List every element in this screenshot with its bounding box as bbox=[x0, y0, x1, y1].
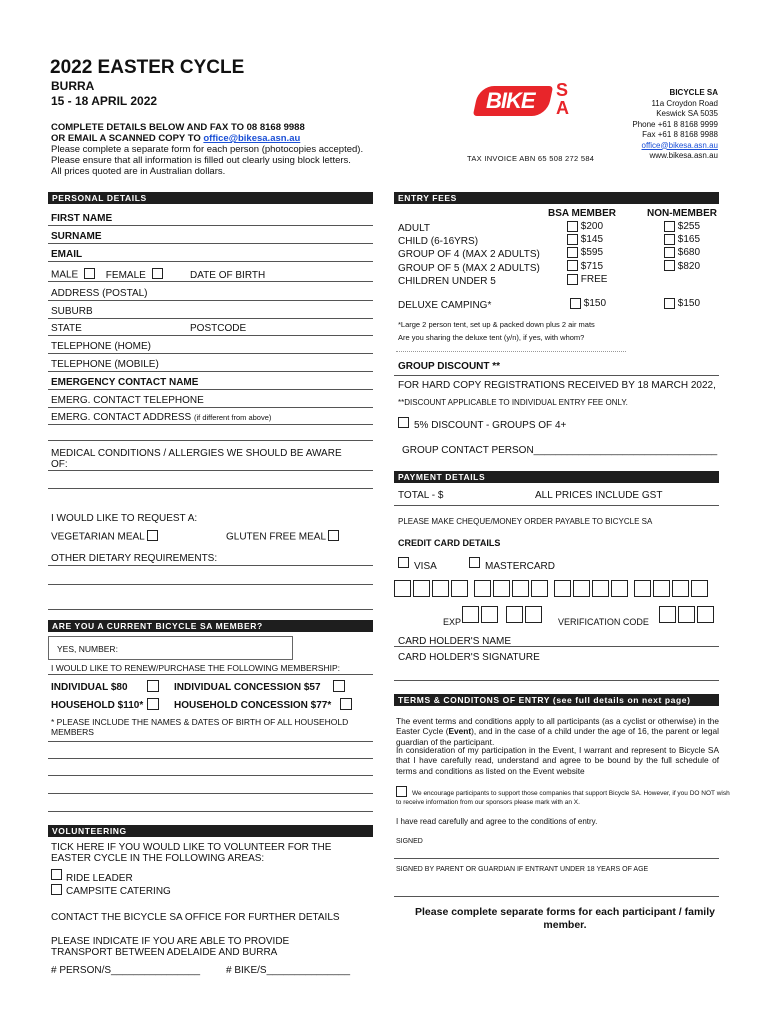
exp-digit-box[interactable] bbox=[525, 606, 542, 623]
address-label: ADDRESS (POSTAL) bbox=[51, 288, 148, 299]
dob-label: DATE OF BIRTH bbox=[190, 270, 266, 281]
credit-card-heading: CREDIT CARD DETAILS bbox=[398, 538, 501, 548]
transport-1: PLEASE INDICATE IF YOU ARE ABLE TO PROVIDE bbox=[51, 936, 290, 947]
card-digit-box[interactable] bbox=[474, 580, 491, 597]
org-fax: Fax +61 8 8168 9988 bbox=[642, 130, 718, 139]
holder-signature-label: CARD HOLDER'S SIGNATURE bbox=[398, 652, 540, 663]
instruction-email: OR EMAIL A SCANNED COPY TO office@bikesa.asn.au bbox=[51, 133, 301, 144]
postcode-label: POSTCODE bbox=[190, 323, 247, 334]
emergency-address-field[interactable] bbox=[48, 424, 373, 425]
member-group5-price: $715 bbox=[580, 260, 604, 272]
exp-boxes[interactable] bbox=[462, 606, 544, 626]
card-digit-box[interactable] bbox=[554, 580, 571, 597]
org-website: www.bikesa.asn.au bbox=[649, 151, 718, 160]
emergency-tel-field[interactable] bbox=[48, 407, 373, 408]
volunteer-tick-1: TICK HERE IF YOU WOULD LIKE TO VOLUNTEER FOR THE bbox=[51, 842, 332, 853]
member-adult-checkbox[interactable] bbox=[567, 221, 578, 232]
closing-note: Please complete separate forms for each participant / family member. bbox=[415, 906, 715, 931]
campsite-checkbox[interactable] bbox=[51, 884, 62, 895]
other-dietary-field-3[interactable] bbox=[48, 609, 373, 610]
member-group4-checkbox[interactable] bbox=[567, 247, 578, 258]
email-link[interactable]: office@bikesa.asn.au bbox=[203, 133, 301, 144]
member-child-price: $145 bbox=[580, 234, 604, 246]
household-note: * PLEASE INCLUDE THE NAMES & DATES OF BIRTH OF ALL HOUSEHOLD MEMBERS bbox=[51, 717, 349, 737]
transport-2: TRANSPORT BETWEEN ADELAIDE AND BURRA bbox=[51, 947, 278, 958]
cvv-digit-box[interactable] bbox=[678, 606, 695, 623]
cvv-digit-box[interactable] bbox=[659, 606, 676, 623]
renew-label: I WOULD LIKE TO RENEW/PURCHASE THE FOLLOWING MEMBERSHIP: bbox=[51, 663, 341, 673]
non-member-fees bbox=[664, 220, 700, 273]
individual-concession-label: INDIVIDUAL CONCESSION $57 bbox=[174, 682, 321, 693]
event-dates: 15 - 18 APRIL 2022 bbox=[51, 94, 158, 108]
group-divider bbox=[394, 375, 719, 376]
surname-label: SURNAME bbox=[51, 231, 102, 242]
holder-name-label: CARD HOLDER'S NAME bbox=[398, 636, 512, 647]
card-digit-box[interactable] bbox=[451, 580, 468, 597]
member-fees bbox=[567, 220, 607, 286]
card-digit-box[interactable] bbox=[432, 580, 449, 597]
membership-heading: ARE YOU A CURRENT BICYCLE SA MEMBER? bbox=[48, 620, 373, 632]
volunteer-contact: CONTACT THE BICYCLE SA OFFICE FOR FURTHER DETAILS bbox=[51, 912, 340, 923]
visa-checkbox[interactable] bbox=[398, 557, 409, 568]
male-label: MALE bbox=[51, 269, 79, 281]
gst-label: ALL PRICES INCLUDE GST bbox=[535, 490, 663, 501]
non-child-checkbox[interactable] bbox=[664, 234, 675, 245]
deluxe-member: $150 bbox=[570, 298, 606, 309]
female-label: FEMALE bbox=[105, 269, 146, 281]
org-address-2: Keswick SA 5035 bbox=[656, 109, 718, 118]
group-discount-checkbox[interactable] bbox=[398, 417, 409, 428]
fee-label-child: CHILD (6-16YRS) bbox=[398, 236, 479, 248]
mastercard-label: MASTERCARD bbox=[485, 561, 556, 572]
logo-s: S bbox=[556, 80, 569, 100]
non-group5-checkbox[interactable] bbox=[664, 260, 675, 271]
veg-meal-row bbox=[51, 530, 158, 544]
group-discount-heading: GROUP DISCOUNT ** bbox=[398, 361, 501, 372]
non-adult-checkbox[interactable] bbox=[664, 221, 675, 232]
card-digit-box[interactable] bbox=[611, 580, 628, 597]
household-label: HOUSEHOLD $110* bbox=[51, 700, 144, 711]
exp-label: EXP bbox=[443, 617, 462, 627]
instruction-currency: All prices quoted are in Australian dollars. bbox=[51, 166, 226, 177]
medical-label-1: MEDICAL CONDITIONS / ALLERGIES WE SHOULD BE AWARE bbox=[51, 448, 342, 459]
entry-fees-heading: ENTRY FEES bbox=[394, 192, 719, 204]
total-field[interactable] bbox=[394, 505, 719, 506]
cheque-label: PLEASE MAKE CHEQUE/MONEY ORDER PAYABLE TO BICYCLE SA bbox=[398, 517, 653, 526]
non-group5-price: $820 bbox=[677, 260, 701, 272]
form-title: 2022 EASTER CYCLE bbox=[50, 57, 245, 78]
instruction-fax: COMPLETE DETAILS BELOW AND FAX TO 08 8168 9988 bbox=[51, 122, 305, 133]
deluxe-share-field[interactable] bbox=[396, 351, 626, 352]
household-concession-checkbox[interactable] bbox=[340, 698, 352, 710]
card-digit-box[interactable] bbox=[493, 580, 510, 597]
holder-signature-field[interactable] bbox=[394, 680, 719, 681]
volunteering-heading: VOLUNTEERING bbox=[48, 825, 373, 837]
fee-label-group5: GROUP OF 5 (MAX 2 ADULTS) bbox=[398, 262, 540, 274]
exp-digit-box[interactable] bbox=[506, 606, 523, 623]
visa-label: VISA bbox=[414, 561, 437, 572]
payment-heading: PAYMENT DETAILS bbox=[394, 471, 719, 483]
member-adult-price: $200 bbox=[580, 221, 604, 232]
household-members-field-2[interactable] bbox=[48, 758, 373, 759]
card-number-boxes[interactable] bbox=[394, 580, 710, 600]
volunteer-tick-2: EASTER CYCLE IN THE FOLLOWING AREAS: bbox=[51, 853, 265, 864]
card-digit-box[interactable] bbox=[634, 580, 651, 597]
terms-paragraph-1: The event terms and conditions apply to all participants (as a cyclist or otherwise) in the Easter Cycle (Event), and in the case of a child under the age of 16, the parent or legal guardian of the participant. bbox=[396, 716, 719, 747]
tel-home-field[interactable] bbox=[48, 353, 373, 354]
gluten-meal-checkbox[interactable] bbox=[328, 530, 339, 541]
agree-label: I have read carefully and agree to the conditions of entry. bbox=[396, 817, 598, 826]
meal-request-label: I WOULD LIKE TO REQUEST A: bbox=[51, 513, 198, 524]
emergency-tel-label: EMERG. CONTACT TELEPHONE bbox=[51, 395, 204, 406]
terms-paragraph-2: In consideration of my participation in the Event, I warrant and represent to Bicycle SA that I have carefully read, understand and agree to be bound by the full schedule of terms and conditions as listed on the Event website bbox=[396, 745, 719, 776]
individual-label: INDIVIDUAL $80 bbox=[51, 682, 128, 693]
other-dietary-label: OTHER DIETARY REQUIREMENTS: bbox=[51, 553, 218, 564]
member-under5-price: FREE bbox=[580, 273, 608, 285]
org-phone: Phone +61 8 8168 9999 bbox=[632, 119, 718, 129]
household-members-field-3[interactable] bbox=[48, 775, 373, 776]
medical-label-2: OF: bbox=[51, 459, 68, 470]
ride-leader-checkbox[interactable] bbox=[51, 869, 62, 880]
tel-mobile-field[interactable] bbox=[48, 371, 373, 372]
household-members-field-1[interactable] bbox=[48, 741, 373, 742]
non-child-price: $165 bbox=[677, 234, 701, 246]
dob-field[interactable] bbox=[48, 281, 373, 282]
suburb-label: SUBURB bbox=[51, 306, 93, 317]
instruction-separate: Please complete a separate form for each person (photocopies accepted). bbox=[51, 144, 364, 155]
emergency-name-field[interactable] bbox=[48, 389, 373, 390]
gluten-meal-row bbox=[226, 530, 339, 544]
first-name-field[interactable] bbox=[48, 225, 373, 226]
female-checkbox[interactable] bbox=[152, 268, 163, 279]
deluxe-note-1: *Large 2 person tent, set up & packed down plus 2 air mats bbox=[398, 320, 595, 329]
emergency-address-label: EMERG. CONTACT ADDRESS (if different from above) bbox=[51, 412, 272, 423]
campsite-label: CAMPSITE CATERING bbox=[66, 886, 171, 897]
org-address-1: 11a Croydon Road bbox=[651, 98, 718, 108]
medical-field-2[interactable] bbox=[48, 488, 373, 489]
card-digit-box[interactable] bbox=[573, 580, 590, 597]
household-members-field-5[interactable] bbox=[48, 811, 373, 812]
group-discount-label: 5% DISCOUNT - GROUPS OF 4+ bbox=[414, 420, 567, 431]
state-postcode-field[interactable] bbox=[48, 335, 373, 336]
member-group4-price: $595 bbox=[580, 247, 604, 259]
member-group5-checkbox[interactable] bbox=[567, 260, 578, 271]
logo-a: A bbox=[556, 98, 569, 118]
suburb-field[interactable] bbox=[48, 318, 373, 319]
non-group4-checkbox[interactable] bbox=[664, 247, 675, 258]
event-location: BURRA bbox=[51, 79, 95, 93]
card-digit-box[interactable] bbox=[512, 580, 529, 597]
first-name-label: FIRST NAME bbox=[51, 213, 113, 224]
fee-label-group4: GROUP OF 4 (MAX 2 ADULTS) bbox=[398, 249, 540, 261]
deluxe-note-2: Are you sharing the deluxe tent (y/n), if yes, with whom? bbox=[398, 333, 585, 342]
parent-signature-field[interactable] bbox=[394, 896, 719, 897]
gluten-meal-label: GLUTEN FREE MEAL bbox=[226, 531, 326, 543]
signature-field[interactable] bbox=[394, 858, 719, 859]
org-contact-block bbox=[632, 88, 718, 162]
card-digit-box[interactable] bbox=[653, 580, 670, 597]
mastercard-checkbox[interactable] bbox=[469, 557, 480, 568]
bsa-member-col: BSA MEMBER bbox=[548, 208, 616, 219]
card-digit-box[interactable] bbox=[592, 580, 609, 597]
card-digit-box[interactable] bbox=[413, 580, 430, 597]
deluxe-label: DELUXE CAMPING* bbox=[398, 300, 492, 311]
gender-row bbox=[51, 268, 163, 282]
deluxe-member-checkbox[interactable] bbox=[570, 298, 581, 309]
email-label: EMAIL bbox=[51, 249, 83, 260]
card-digit-box[interactable] bbox=[691, 580, 708, 597]
male-checkbox[interactable] bbox=[84, 268, 95, 279]
non-adult-price: $255 bbox=[677, 221, 701, 232]
tax-invoice-abn: TAX INVOICE ABN 65 508 272 584 bbox=[467, 154, 595, 163]
exp-digit-box[interactable] bbox=[481, 606, 498, 623]
verification-boxes[interactable] bbox=[659, 606, 716, 626]
fee-label-adult: ADULT bbox=[398, 223, 431, 234]
org-email-link[interactable]: office@bikesa.asn.au bbox=[641, 140, 718, 150]
terms-heading: TERMS & CONDITONS OF ENTRY (see full details on next page) bbox=[394, 694, 719, 706]
non-member-col: NON-MEMBER bbox=[647, 208, 717, 219]
deluxe-non-member: $150 bbox=[664, 298, 700, 309]
other-dietary-field-1[interactable] bbox=[48, 565, 373, 566]
persons-field[interactable]: # PERSON/S________________ bbox=[51, 965, 201, 976]
household-concession-label: HOUSEHOLD CONCESSION $77* bbox=[174, 700, 332, 711]
signed-label: SIGNED bbox=[396, 838, 423, 845]
tel-home-label: TELEPHONE (HOME) bbox=[51, 341, 152, 352]
household-checkbox[interactable] bbox=[147, 698, 159, 710]
logo-text: BIKE bbox=[486, 88, 535, 113]
tel-mobile-label: TELEPHONE (MOBILE) bbox=[51, 359, 159, 370]
group-line-1: FOR HARD COPY REGISTRATIONS RECEIVED BY 18 MARCH 2022, bbox=[398, 380, 716, 391]
sponsor-note: We encourage participants to support those companies that support Bicycle SA. However, if you DO NOT wish to receive information from our sponsors please mark with an X. bbox=[396, 790, 730, 806]
other-dietary-field-2[interactable] bbox=[48, 584, 373, 585]
non-group4-price: $680 bbox=[677, 247, 701, 259]
group-contact-field[interactable]: GROUP CONTACT PERSON_________________________________ bbox=[402, 445, 718, 456]
card-digit-box[interactable] bbox=[531, 580, 548, 597]
individual-checkbox[interactable] bbox=[147, 680, 159, 692]
emergency-name-label: EMERGENCY CONTACT NAME bbox=[51, 377, 199, 388]
member-number-box[interactable] bbox=[48, 636, 293, 660]
surname-field[interactable] bbox=[48, 243, 373, 244]
ride-leader-label: RIDE LEADER bbox=[66, 873, 133, 884]
medical-field-1[interactable] bbox=[48, 470, 373, 471]
member-under5-checkbox[interactable] bbox=[567, 274, 578, 285]
total-label: TOTAL - $ bbox=[398, 490, 444, 501]
verification-label: VERIFICATION CODE bbox=[558, 617, 649, 627]
veg-meal-checkbox[interactable] bbox=[147, 530, 158, 541]
card-digit-box[interactable] bbox=[672, 580, 689, 597]
org-name: BICYCLE SA bbox=[669, 88, 718, 97]
parent-signed-label: SIGNED BY PARENT OR GUARDIAN IF ENTRANT UNDER 18 YEARS OF AGE bbox=[396, 866, 649, 873]
email-field[interactable] bbox=[48, 261, 373, 262]
instruction-block-letters: Please ensure that all information is filled out clearly using block letters. bbox=[51, 155, 351, 166]
card-digit-box[interactable] bbox=[394, 580, 411, 597]
fee-label-under5: CHILDREN UNDER 5 bbox=[398, 275, 496, 287]
renew-divider bbox=[48, 674, 373, 675]
veg-meal-label: VEGETARIAN MEAL bbox=[51, 531, 145, 543]
household-members-field-4[interactable] bbox=[48, 793, 373, 794]
state-label: STATE bbox=[51, 323, 82, 334]
address-field[interactable] bbox=[48, 300, 373, 301]
bikes-field[interactable]: # BIKE/S_______________ bbox=[226, 965, 350, 976]
emergency-address-field-2[interactable] bbox=[48, 440, 373, 441]
fee-labels bbox=[398, 222, 540, 288]
bikesa-logo bbox=[476, 80, 569, 120]
exp-digit-box[interactable] bbox=[462, 606, 479, 623]
deluxe-non-checkbox[interactable] bbox=[664, 298, 675, 309]
member-child-checkbox[interactable] bbox=[567, 234, 578, 245]
member-number-label: YES, NUMBER: bbox=[57, 644, 118, 654]
individual-concession-checkbox[interactable] bbox=[333, 680, 345, 692]
group-line-2: **DISCOUNT APPLICABLE TO INDIVIDUAL ENTRY FEE ONLY. bbox=[398, 398, 628, 407]
personal-details-heading: PERSONAL DETAILS bbox=[48, 192, 373, 204]
cvv-digit-box[interactable] bbox=[697, 606, 714, 623]
holder-name-field[interactable] bbox=[394, 646, 719, 647]
